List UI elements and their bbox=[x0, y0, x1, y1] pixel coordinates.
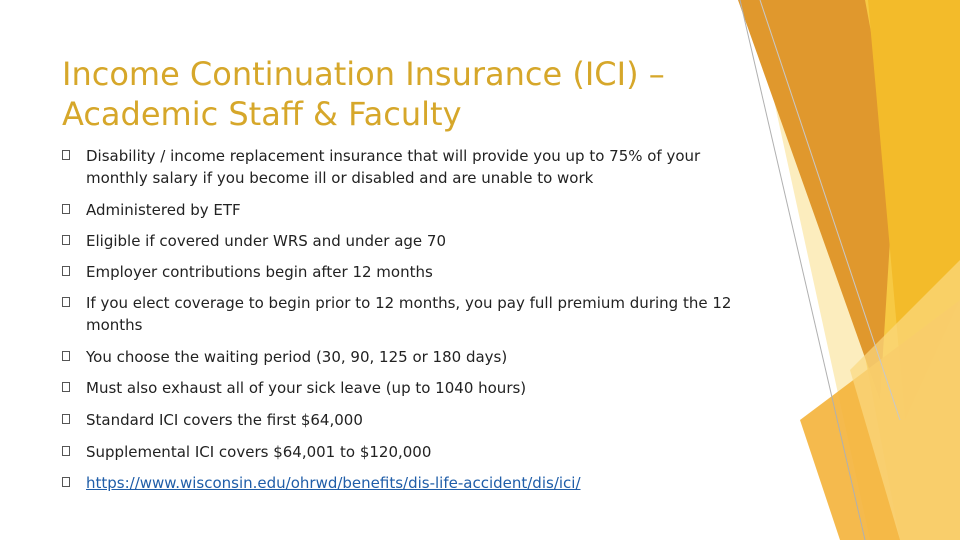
bullet-item bbox=[62, 377, 742, 399]
bullet-text: Employer contributions begin after 12 months bbox=[86, 263, 433, 281]
bullet-item bbox=[62, 261, 742, 283]
slide-title bbox=[62, 54, 742, 134]
checkbox-icon bbox=[62, 351, 70, 361]
slide-title-line-2: Academic Staff & Faculty bbox=[62, 95, 462, 133]
bullet-text: If you elect coverage to begin prior to 12 months, you pay full premium during the 12 months bbox=[86, 294, 732, 334]
bullet-item bbox=[62, 441, 742, 463]
bullet-item bbox=[62, 409, 742, 431]
checkbox-icon bbox=[62, 414, 70, 424]
checkbox-icon bbox=[62, 477, 70, 487]
bullet-item bbox=[62, 230, 742, 252]
bullet-text: Eligible if covered under WRS and under age 70 bbox=[86, 232, 447, 250]
bullet-item bbox=[62, 292, 742, 336]
checkbox-icon bbox=[62, 382, 70, 392]
bullet-item bbox=[62, 472, 742, 494]
checkbox-icon bbox=[62, 297, 70, 307]
checkbox-icon bbox=[62, 150, 70, 160]
deco-shape-orange bbox=[738, 0, 895, 400]
bullet-item bbox=[62, 199, 742, 221]
bullet-item bbox=[62, 346, 742, 368]
checkbox-icon bbox=[62, 204, 70, 214]
bullet-text: Supplemental ICI covers $64,001 to $120,000 bbox=[86, 443, 432, 461]
ici-benefits-link[interactable]: https://www.wisconsin.edu/ohrwd/benefits/dis-life-accident/dis/ici/ bbox=[86, 474, 581, 492]
bullet-text: You choose the waiting period (30, 90, 125 or 180 days) bbox=[86, 348, 508, 366]
bullet-text: Must also exhaust all of your sick leave (up to 1040 hours) bbox=[86, 379, 527, 397]
bullet-text: Disability / income replacement insurance that will provide you up to 75% of your monthly salary if you become ill or disabled and are unable to work bbox=[86, 147, 701, 187]
checkbox-icon bbox=[62, 235, 70, 245]
checkbox-icon bbox=[62, 266, 70, 276]
bullet-text: Standard ICI covers the first $64,000 bbox=[86, 411, 363, 429]
checkbox-icon bbox=[62, 446, 70, 456]
slide-title-line-1: Income Continuation Insurance (ICI) – bbox=[62, 55, 665, 93]
bullet-text: Administered by ETF bbox=[86, 201, 241, 219]
bullet-item bbox=[62, 145, 742, 189]
